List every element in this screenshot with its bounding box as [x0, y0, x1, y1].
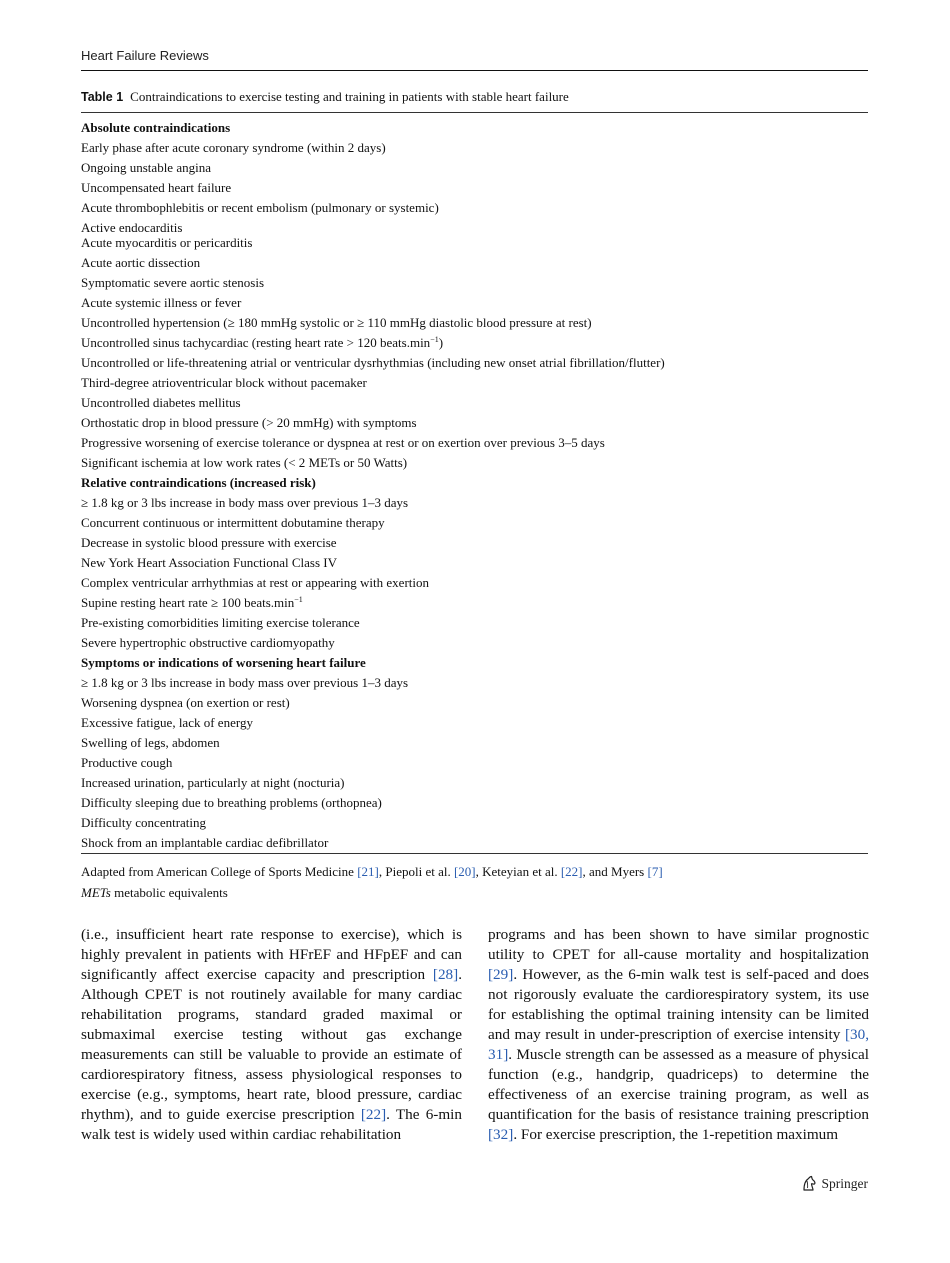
publisher-name: Springer [821, 1175, 868, 1191]
table-row: Acute systemic illness or fever [81, 295, 242, 310]
table-row: Uncompensated heart failure [81, 180, 232, 195]
table-row: Supine resting heart rate ≥ 100 $beats.\min^{-1}$ [81, 595, 303, 610]
table-row: Third-degree atrioventricular block without pacemaker [81, 375, 367, 390]
table-caption [81, 89, 569, 105]
citation-link[interactable]: [29] [488, 966, 514, 983]
table-top-rule [81, 112, 868, 113]
citation-link[interactable]: [21] [357, 864, 379, 879]
table-row: Difficulty sleeping due to breathing problems (orthopnea) [81, 795, 382, 810]
table-row: Orthostatic drop in blood pressure (> 20 mmHg) with symptoms [81, 415, 417, 430]
table-row: Uncontrolled diabetes mellitus [81, 395, 241, 410]
table-section-header: Symptoms or indications of worsening heart failure [81, 655, 366, 670]
citation-link[interactable]: [22] [560, 864, 583, 879]
table-row: New York Heart Association Functional Class IV [81, 555, 338, 570]
body-column-right: programs and has been shown to have similar prognostic utility to CPET for all-cause mortality and hospitalization [29]. However, as the 6-min walk test is self-paced and does not rigorously evaluate the cardiorespiratory system, its use for establishing the optimal training intensity can be limited and may result in under-prescription of exercise intensity [30, 31]. Muscle strength can be assessed as a measure of physical function (e.g., handgrip, quadriceps) to determine the effectiveness of an exercise training program, as well as quantification for the basis of resistance training prescription [32]. For exercise prescription, the 1-repetition maximum [488, 926, 869, 1143]
table-row: ≥ 1.8 kg or 3 lbs increase in body mass over previous 1–3 days [81, 495, 409, 510]
contraindications-table [81, 118, 868, 853]
table-row: Increased urination, particularly at night (nocturia) [81, 775, 345, 790]
abbreviation-term: METs [81, 885, 111, 900]
table-row: Decrease in systolic blood pressure with exercise [81, 535, 337, 550]
table-row: ≥ 1.8 kg or 3 lbs increase in body mass over previous 1–3 days [81, 675, 409, 690]
table-caption-text: Contraindications to exercise testing and training in patients with stable heart failure [130, 89, 569, 104]
table-row: Uncontrolled sinus tachycardiac (resting heart rate > 120 $beats.\min^{-1}$) [81, 335, 444, 350]
table-row: Progressive worsening of exercise tolerance or dyspnea at rest or on exertion over previous 3–5 days [81, 435, 605, 450]
table-section-header: Relative contraindications (increased risk) [81, 475, 316, 490]
page-footer [801, 1175, 869, 1192]
table-label: Table 1 [81, 90, 124, 104]
table-row: Complex ventricular arrhythmias at rest or appearing with exertion [81, 575, 429, 590]
table-row: Difficulty concentrating [81, 815, 207, 830]
table-row: Acute myocarditis or pericarditis [81, 235, 253, 250]
table-row: Uncontrolled hypertension (≥ 180 mmHg systolic or ≥ 110 mmHg diastolic blood pressure at rest) [81, 315, 592, 330]
table-footnote: Adapted from American College of Sports Medicine [21], Piepoli et al. [20], Keteyian et al. [22], and Myers [7] [81, 864, 663, 879]
table-row: Symptomatic severe aortic stenosis [81, 275, 265, 290]
table-row: Early phase after acute coronary syndrome (within 2 days) [81, 140, 386, 155]
superscript: −1 [430, 335, 439, 344]
table-row: Productive cough [81, 755, 173, 770]
table-row: Pre-existing comorbidities limiting exercise tolerance [81, 615, 360, 630]
abbreviation-note [81, 882, 663, 903]
table-row: Acute thrombophlebitis or recent embolism (pulmonary or systemic) [81, 200, 439, 215]
citation-link[interactable]: [22] [360, 1106, 387, 1123]
running-head: Heart Failure Reviews [81, 48, 209, 63]
citation-link[interactable]: [30, 31] [488, 1026, 869, 1063]
superscript: −1 [294, 595, 303, 604]
table-row: Acute aortic dissection [81, 255, 201, 270]
citation-link[interactable]: [20] [453, 864, 476, 879]
table-notes [81, 861, 663, 903]
table-row: Swelling of legs, abdomen [81, 735, 220, 750]
table-row: Excessive fatigue, lack of energy [81, 715, 253, 730]
abbreviation-definition: metabolic equivalents [110, 885, 228, 900]
springer-horse-icon [801, 1175, 818, 1192]
table-row: Active endocarditis [81, 220, 183, 235]
citation-link[interactable]: [7] [647, 864, 663, 879]
citation-link[interactable]: [28] [432, 966, 459, 983]
table-row: Concurrent continuous or intermittent dobutamine therapy [81, 515, 385, 530]
table-section-header: Absolute contraindications [81, 120, 231, 135]
table-bottom-rule [81, 853, 868, 854]
table-row: Worsening dyspnea (on exertion or rest) [81, 695, 290, 710]
table-row: Uncontrolled or life-threatening atrial or ventricular dysrhythmias (including new onset atrial fibrillation/flutter) [81, 355, 665, 370]
table-row: Severe hypertrophic obstructive cardiomyopathy [81, 635, 335, 650]
citation-link[interactable]: [32] [488, 1126, 514, 1143]
header-rule [81, 70, 868, 71]
table-row: Shock from an implantable cardiac defibrillator [81, 835, 329, 850]
table-row: Significant ischemia at low work rates (< 2 METs or 50 Watts) [81, 455, 408, 470]
body-column-left: (i.e., insufficient heart rate response to exercise), which is highly prevalent in patients with HFrEF and HFpEF and can significantly affect exercise capacity and prescription [28]. Although CPET is not routinely available for many cardiac rehabilitation programs, standard graded maximal or submaximal exercise testing without gas exchange measurements can still be valuable to provide an estimate of cardiorespiratory fitness, assess physiological responses to exercise (e.g., symptoms, heart rate, blood pressure, cardiac rhythm), and to guide exercise prescription [22]. The 6-min walk test is widely used within cardiac rehabilitation [81, 926, 462, 1143]
table-row: Ongoing unstable angina [81, 160, 211, 175]
